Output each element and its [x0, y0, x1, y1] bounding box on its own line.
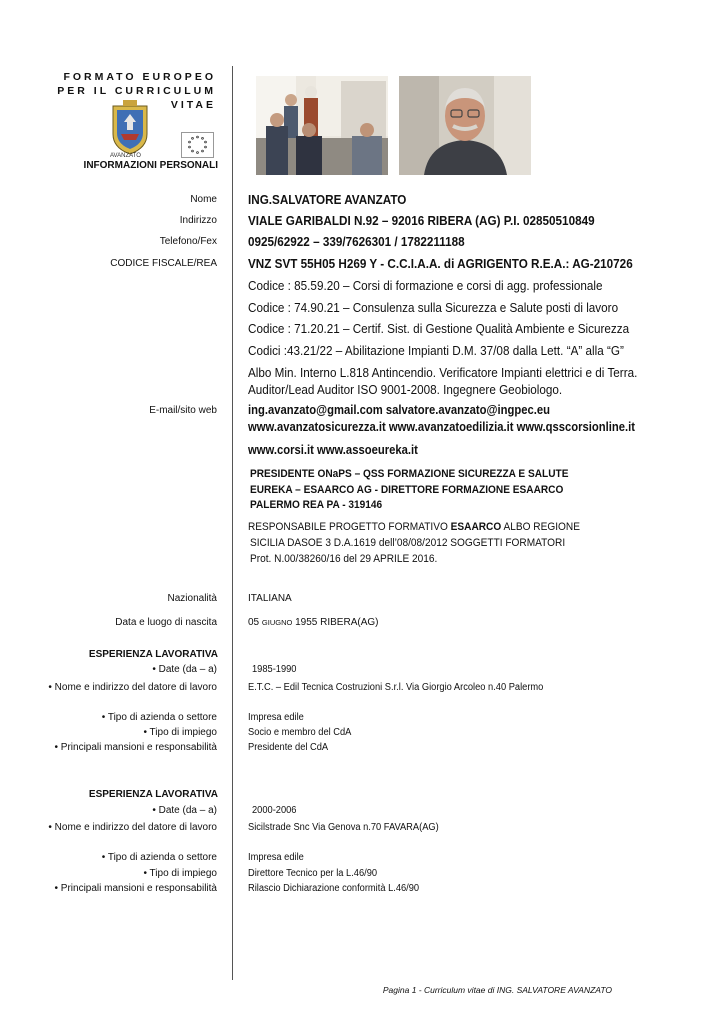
- exp2-duties: Rilascio Dichiarazione conformità L.46/90: [248, 883, 420, 894]
- responsible-text: RESPONSABILE PROGETTO FORMATIVO: [248, 521, 451, 533]
- birth-month: GIUGNO: [261, 618, 293, 627]
- website-links-2[interactable]: www.corsi.it www.assoeureka.it: [248, 443, 418, 457]
- activity-code-2: Codice : 74.90.21 – Consulenza sulla Sicurezza e Salute posti di lavoro: [248, 300, 619, 315]
- president-line-2: EUREKA – ESAARCO AG - DIRETTORE FORMAZIONE ESAARCO: [250, 484, 564, 496]
- exp2-sector: Impresa edile: [248, 852, 304, 863]
- crest-caption: AVANZATO: [110, 153, 141, 159]
- exp2-job: Direttore Tecnico per la L.46/90: [248, 868, 378, 879]
- albo-line-1: Albo Min. Interno L.818 Antincendio. Verificatore Impianti elettrici e di Terra.: [248, 365, 638, 380]
- label-duties: • Principali mansioni e responsabilità: [54, 742, 217, 753]
- responsible-line-1: [248, 521, 580, 533]
- exp2-dates: 2000-2006: [252, 805, 297, 816]
- website-links[interactable]: www.avanzatosicurezza.it www.avanzatoedilizia.it www.qsscorsionline.it: [248, 420, 635, 434]
- page-footer: Pagina 1 - Curriculum vitae di ING. SALVATORE AVANZATO: [382, 985, 612, 995]
- label-sector: • Tipo di azienda o settore: [101, 712, 217, 723]
- activity-code-1: Codice : 85.59.20 – Corsi di formazione e corsi di agg. professionale: [248, 278, 603, 293]
- value-address: VIALE GARIBALDI N.92 – 92016 RIBERA (AG) P.I. 02850510849: [248, 213, 595, 228]
- label-duties: • Principali mansioni e responsabilità: [54, 883, 217, 894]
- title-line-1: FORMATO EUROPEO: [63, 71, 216, 83]
- label-phone: Telefono/Fex: [159, 236, 217, 247]
- president-line-3: PALERMO REA PA - 319146: [250, 499, 383, 511]
- label-name: Nome: [190, 194, 217, 205]
- construction-site-photo: [256, 76, 388, 175]
- section-work-experience-1: ESPERIENZA LAVORATIVA: [88, 649, 218, 660]
- value-birth: [248, 617, 378, 628]
- responsible-text-tail: ALBO REGIONE: [501, 521, 580, 533]
- label-sector: • Tipo di azienda o settore: [101, 852, 217, 863]
- value-name: ING.SALVATORE AVANZATO: [248, 192, 407, 207]
- president-line-1: PRESIDENTE ONaPS – QSS FORMAZIONE SICUREZZA E SALUTE: [250, 468, 569, 480]
- label-birth: Data e luogo di nascita: [115, 617, 217, 628]
- albo-line-2: Auditor/Lead Auditor ISO 9001-2008. Ingegnere Geobiologo.: [248, 382, 563, 397]
- eu-flag-icon: [181, 132, 214, 158]
- exp1-sector: Impresa edile: [248, 712, 304, 723]
- coat-of-arms-icon: [109, 100, 151, 156]
- exp1-dates: 1985-1990: [252, 664, 297, 675]
- responsible-line-3: Prot. N.00/38260/16 del 29 APRILE 2016.: [250, 553, 438, 565]
- exp2-employer: Sicilstrade Snc Via Genova n.70 FAVARA(AG): [248, 822, 439, 833]
- portrait-photo: [399, 76, 531, 175]
- birth-day: 05: [248, 617, 262, 628]
- label-job: • Tipo di impiego: [143, 868, 217, 879]
- label-email: E-mail/sito web: [149, 405, 217, 416]
- label-nationality: Nazionalità: [167, 593, 217, 604]
- exp1-job: Socio e membro del CdA: [248, 727, 352, 738]
- label-employer: • Nome e indirizzo del datore di lavoro: [48, 682, 217, 693]
- title-line-2: PER IL CURRICULUM: [57, 85, 216, 97]
- title-line-3: VITAE: [170, 99, 216, 111]
- exp1-employer: E.T.C. – Edil Tecnica Costruzioni S.r.l. Via Giorgio Arcoleo n.40 Palermo: [248, 682, 544, 693]
- responsible-line-2: SICILIA DASOE 3 D.A.1619 dell’08/08/2012 SOGGETTI FORMATORI: [250, 537, 566, 549]
- responsible-org: ESAARCO: [450, 521, 502, 533]
- activity-code-3: Codice : 71.20.21 – Certif. Sist. di Gestione Qualità Ambiente e Sicurezza: [248, 321, 630, 336]
- birth-year-place: 1955 RIBERA(AG): [292, 617, 379, 628]
- label-job: • Tipo di impiego: [143, 727, 217, 738]
- label-address: Indirizzo: [179, 215, 217, 226]
- email-links[interactable]: ing.avanzato@gmail.com salvatore.avanzato@ingpec.eu: [248, 403, 551, 417]
- value-phone: 0925/62922 – 339/7626301 / 1782211188: [248, 234, 465, 249]
- section-work-experience-2: ESPERIENZA LAVORATIVA: [88, 789, 218, 800]
- label-employer: • Nome e indirizzo del datore di lavoro: [48, 822, 217, 833]
- exp1-duties: Presidente del CdA: [248, 742, 329, 753]
- section-personal-info: INFORMAZIONI PERSONALI: [83, 160, 218, 171]
- column-divider: [232, 66, 233, 980]
- activity-code-4: Codici :43.21/22 – Abilitazione Impianti D.M. 37/08 dalla Lett. “A” alla “G”: [248, 343, 624, 358]
- value-nationality: ITALIANA: [248, 593, 292, 604]
- label-dates: • Date (da – a): [152, 805, 217, 816]
- value-fiscal-code: VNZ SVT 55H05 H269 Y - C.C.I.A.A. di AGRIGENTO R.E.A.: AG-210726: [248, 256, 633, 271]
- label-fiscal-code: CODICE FISCALE/REA: [110, 258, 217, 269]
- label-dates: • Date (da – a): [152, 664, 217, 675]
